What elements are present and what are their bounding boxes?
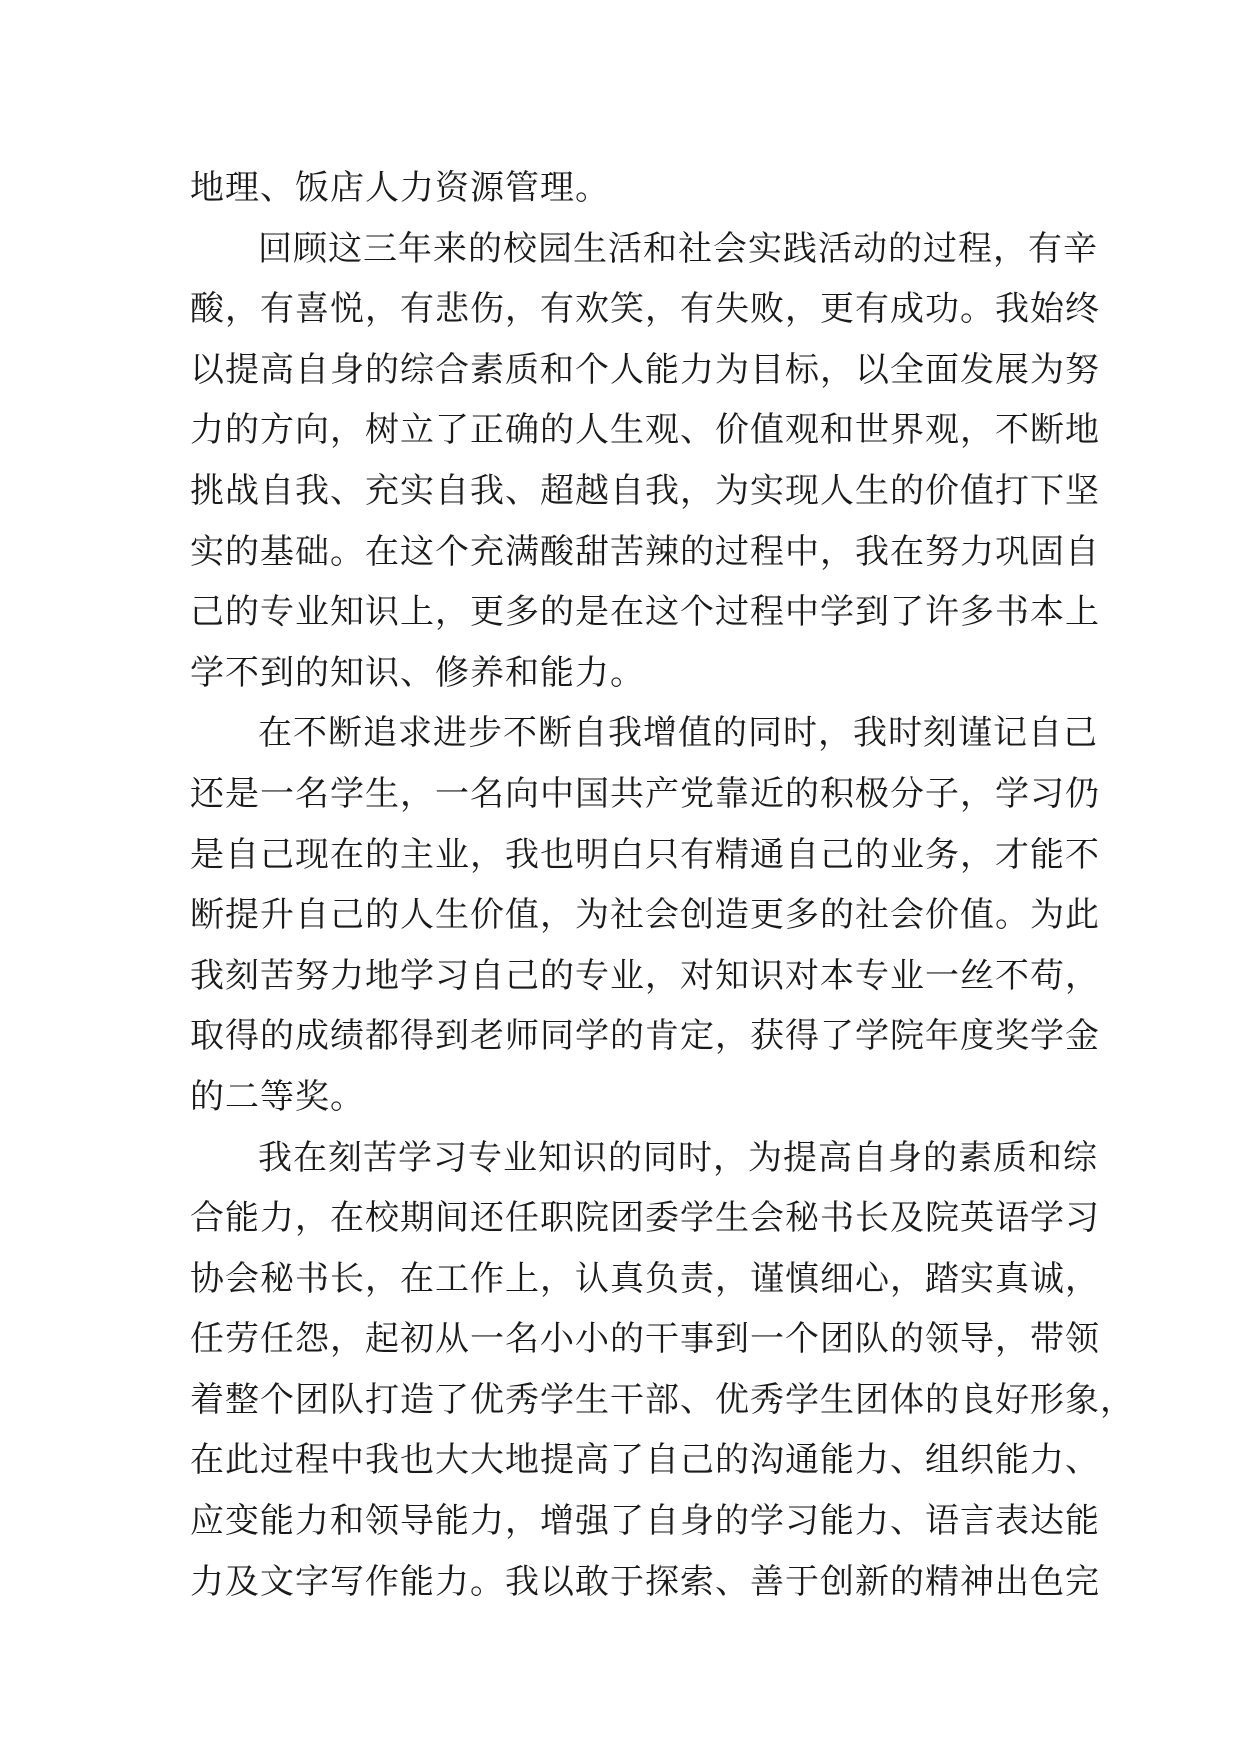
text-line: 在不断追求进步不断自我增值的同时，我时刻谨记自己: [258, 713, 1098, 754]
text-line: 取得的成绩都得到老师同学的肯定，获得了学院年度奖学金: [190, 1016, 1100, 1057]
text-line: 挑战自我、充实自我、超越自我，为实现人生的价值打下坚: [190, 470, 1100, 511]
text-line: 回顾这三年来的校园生活和社会实践活动的过程，有辛: [258, 228, 1098, 269]
text-line: 地理、饭店人力资源管理。: [190, 168, 610, 208]
text-line: 力及文字写作能力。我以敢于探索、善于创新的精神出色完: [190, 1561, 1100, 1602]
text-line: 学不到的知识、修养和能力。: [190, 652, 645, 693]
text-line: 断提升自己的人生价值，为社会创造更多的社会价值。为此: [190, 895, 1100, 936]
text-line: 应变能力和领导能力，增强了自身的学习能力、语言表达能: [190, 1501, 1100, 1542]
text-line: 是自己现在的主业，我也明白只有精通自己的业务，才能不: [190, 834, 1100, 875]
text-line: 着整个团队打造了优秀学生干部、优秀学生团体的良好形象，: [190, 1379, 1135, 1420]
text-line: 在此过程中我也大大地提高了自己的沟通能力、组织能力、: [190, 1440, 1100, 1481]
text-line: 的二等奖。: [190, 1076, 365, 1117]
text-line: 合能力，在校期间还任职院团委学生会秘书长及院英语学习: [190, 1198, 1100, 1239]
text-line: 任劳任怨，起初从一名小小的干事到一个团队的领导，带领: [190, 1319, 1100, 1360]
text-line: 我刻苦努力地学习自己的专业，对知识对本专业一丝不苟，: [190, 955, 1100, 996]
text-line: 还是一名学生，一名向中国共产党靠近的积极分子，学习仍: [190, 773, 1100, 814]
text-line: 协会秘书长，在工作上，认真负责，谨慎细心，踏实真诚，: [190, 1258, 1100, 1299]
text-line: 以提高自身的综合素质和个人能力为目标，以全面发展为努: [190, 349, 1100, 390]
text-line: 力的方向，树立了正确的人生观、价值观和世界观，不断地: [190, 410, 1100, 451]
text-line: 实的基础。在这个充满酸甜苦辣的过程中，我在努力巩固自: [190, 531, 1100, 572]
body-text: [190, 158, 1135, 1612]
text-line: 己的专业知识上，更多的是在这个过程中学到了许多书本上: [190, 592, 1100, 633]
text-line: 我在刻苦学习专业知识的同时，为提高自身的素质和综: [258, 1137, 1098, 1178]
text-line: 酸，有喜悦，有悲伤，有欢笑，有失败，更有成功。我始终: [190, 289, 1100, 330]
